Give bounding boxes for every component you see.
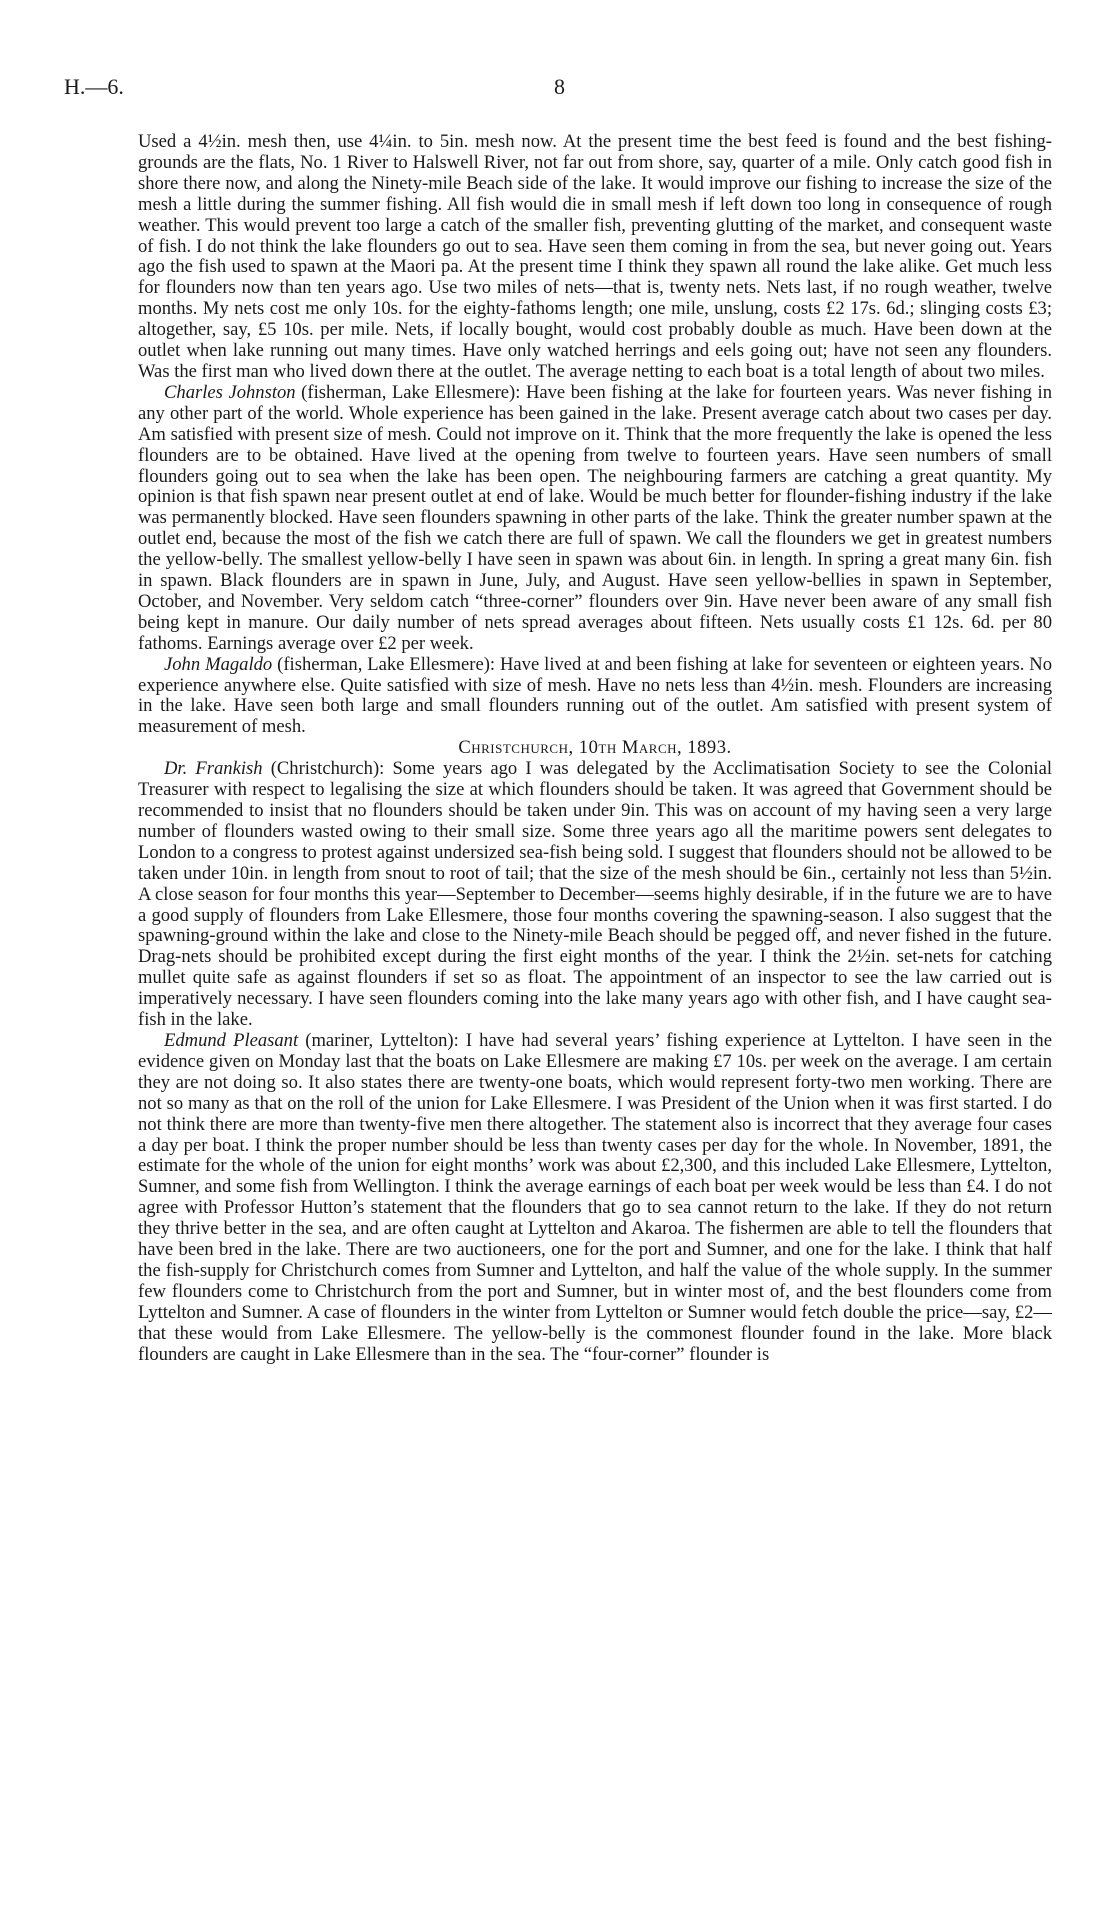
speaker-name: John Magaldo (164, 653, 273, 675)
paragraph-text: (Christchurch): Some years ago I was delegated by the Acclimatisation Society to see the Colonial Treasurer with respect to legalising the size at which flounders should be taken. It was agreed that Government should be recommended to insist that no flounders should be taken under 9in. This was on account of my having seen a very large number of flounders wasted owing to their small size. Some three years ago all the maritime powers sent delegates to London to a congress to protest against undersized sea-fish being sold. I suggest that flounders should not be allowed to be taken under 10in. in length from snout to root of tail; that the size of the mesh should be 6in., certainly not less than 5½in. A close season for four months this year—September to December—seems highly desirable, if in the future we are to have a good supply of flounders from Lake Ellesmere, those four months covering the spawning-season. I also suggest that the spawning-ground within the lake and close to the Ninety-mile Beach should be pegged off, and never fished in the future. Drag-nets should be prohibited except during the first eight months of the year. I think the 2½in. set-nets for catching mullet quite safe as against flounders if set so as float. The appointment of an inspector to see the law carried out is imperatively necessary. I have seen flounders coming into the lake many years ago with other fish, and I have caught sea-fish in the lake. (138, 758, 1052, 1031)
paragraph-text: Used a 4½in. mesh then, use 4¼in. to 5in. mesh now. At the present time the best feed is found and the best fishing-grounds are the flats, No. 1 River to Halswell River, not far out from shore, say, quarter of a mile. Only catch good fish in shore there now, and along the Ninety-mile Beach side of the lake. It would improve our fishing to increase the size of the mesh a little during the summer fishing. All fish would die in small mesh if left down too long in consequence of rough weather. This would prevent too large a catch of the smaller fish, preventing glutting of the market, and consequent waste of fish. I do not think the lake flounders go out to sea. Have seen them coming in from the sea, but never going out. Years ago the fish used to spawn at the Maori pa. At the present time I think they spawn all round the lake alike. Get much less for flounders now than ten years ago. Use two miles of nets—that is, twenty nets. Nets last, if no rough weather, twelve months. My nets cost me only 10s. for the eighty-fathoms length; one mile, unslung, costs £2 17s. 6d.; slinging costs £3; altogether, say, £5 10s. per mile. Nets, if locally bought, would cost probably double as much. Have been down at the outlet when lake running out many times. Have only watched herrings and eels going out; have not seen any flounders. Was the first man who lived down there at the outlet. The average netting to each boat is a total length of about two miles. (138, 131, 1052, 382)
speaker-name: Edmund Pleasant (164, 1029, 299, 1051)
section-heading: Christchurch, 10th March, 1893. (458, 737, 732, 759)
paragraph (138, 655, 1052, 739)
page-number: 8 (554, 74, 565, 99)
paragraph (138, 132, 1052, 383)
paragraph (138, 1031, 1052, 1366)
speaker-name: Charles Johnston (164, 381, 296, 403)
paragraph-text: (fisherman, Lake Ellesmere): Have lived at and been fishing at lake for seventeen or eighteen years. No experience anywhere else. Quite satisfied with size of mesh. Have no nets less than 4½in. mesh. Flounders are increasing in the lake. Have seen both large and small flounders running out of the outlet. Am satisfied with present system of measurement of mesh. (138, 653, 1052, 738)
paragraph (138, 383, 1052, 655)
document-reference: H.—6. (64, 74, 124, 99)
paragraph (138, 759, 1052, 1031)
paragraph-text: (mariner, Lyttelton): I have had several years’ fishing experience at Lyttelton. I have seen in the evidence given on Monday last that the boats on Lake Ellesmere are making £7 10s. per week on the average. I am certain they are not doing so. It also states there are twenty-one boats, which would represent forty-two men working. There are not so many as that on the roll of the union for Lake Ellesmere. I was President of the Union when it was first started. I do not think there are more than twenty-five men there altogether. The statement also is incorrect that they average four cases a day per boat. I think the proper number should be less than twenty cases per day for the whole. In November, 1891, the estimate for the whole of the union for eight months’ work was about £2,300, and this included Lake Ellesmere, Lyttelton, Sumner, and some fish from Wellington. I think the average earnings of each boat per week would be less than £4. I do not agree with Professor Hutton’s statement that the flounders that go to sea cannot return to the lake. If they do not return they thrive better in the sea, and are often caught at Lyttelton and Akaroa. The fishermen are able to tell the flounders that have been bred in the lake. There are two auctioneers, one for the port and Sumner, and one for the lake. I think that half the fish-supply for Christchurch comes from Sumner and Lyttelton, and half the value of the whole supply. In the summer few flounders come to Christchurch from the port and Sumner, but in winter most of, and the best flounders come from Lyttelton and Sumner. A case of flounders in the winter from Lyttelton or Sumner would fetch double the price—say, £2—that these would from Lake Ellesmere. The yellow-belly is the commonest flounder found in the lake. More black flounders are caught in Lake Ellesmere than in the sea. The “four-corner” flounder is (138, 1029, 1052, 1365)
speaker-name: Dr. Frankish (164, 758, 263, 780)
page-header (64, 74, 1022, 104)
paragraph-text: (fisherman, Lake Ellesmere): Have been fishing at the lake for fourteen years. Was never fishing in any other part of the world. Whole experience has been gained in the lake. Present average catch about two cases per day. Am satisfied with present size of mesh. Could not improve on it. Think that the more frequently the lake is opened the less flounders are to be obtained. Have lived at the opening from twelve to fourteen years. Have seen numbers of small flounders going out to sea when the lake has been open. The neighbouring farmers are catching a great quantity. My opinion is that fish spawn near present outlet at end of lake. Would be much better for flounder-fishing industry if the lake was permanently blocked. Have seen flounders spawning in other parts of the lake. Think the greater number spawn at the outlet end, because the most of the fish we catch there are full of spawn. We call the flounders we get in greatest numbers the yellow-belly. The smallest yellow-belly I have seen in spawn was about 6in. in length. In spring a great many 6in. fish in spawn. Black flounders are in spawn in June, July, and August. Have seen yellow-bellies in spawn in September, October, and November. Very seldom catch “three-corner” flounders over 9in. Have never been aware of any small fish being kept in manure. Our daily number of nets spread averages about fifteen. Nets usually costs £1 12s. 6d. per 80 fathoms. Earnings average over £2 per week. (138, 381, 1052, 654)
body-text (138, 132, 1052, 1365)
